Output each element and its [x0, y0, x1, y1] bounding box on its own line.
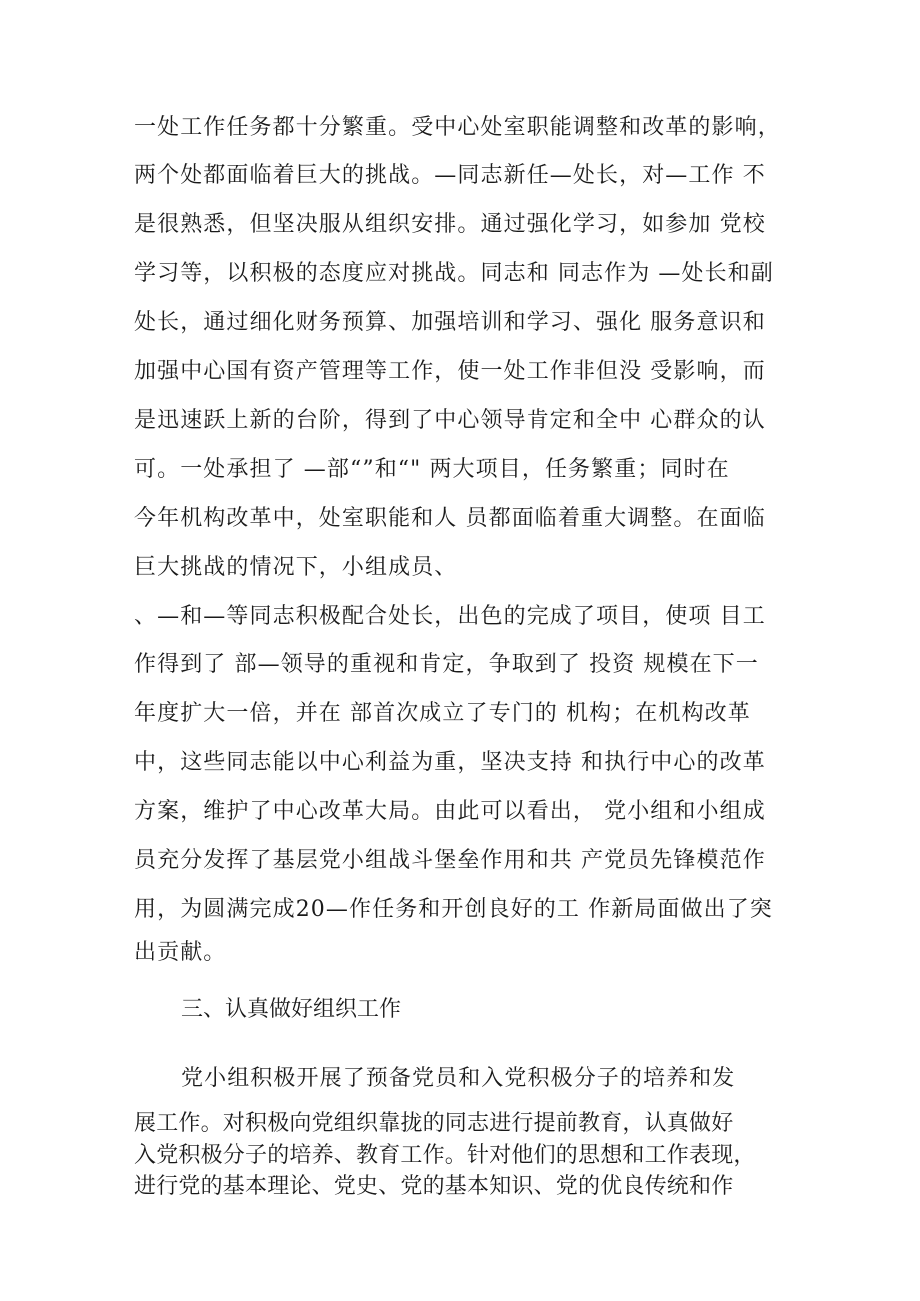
paragraph-line: 可。一处承担了 —部“”和“" 两大项目，任务繁重；同时在 — [134, 457, 730, 482]
paragraph-line: 中，这些同志能以中心利益为重，坚决支持 和执行中心的改革 — [134, 750, 766, 775]
paragraph-line: 出贡献。 — [134, 940, 227, 965]
paragraph-line: 党小组积极开展了预备党员和入党积极分子的培养和发 — [181, 1066, 736, 1091]
paragraph-line: 作得到了 部—领导的重视和肯定，争取到了 投资 规模在下一 — [134, 652, 759, 677]
paragraph-line: 加强中心国有资产管理等工作，使一处工作非但没 受影响，而 — [134, 359, 766, 384]
paragraph-line: 是很熟悉，但坚决服从组织安排。通过强化学习，如参加 党校 — [134, 212, 766, 237]
paragraph-line: 用，为圆满完成20—作任务和开创良好的工 作新局面做出了突 — [134, 897, 773, 922]
paragraph-line: 、—和—等同志积极配合处长，出色的完成了项目，使项 目工 — [134, 604, 766, 629]
paragraph-line: 今年机构改革中，处室职能和人 员都面临着重大调整。在面临 — [134, 506, 766, 531]
paragraph-line: 年度扩大一倍，并在 部首次成立了专门的 机构；在机构改革 — [134, 701, 751, 726]
paragraph-line: 员充分发挥了基层党小组战斗堡垒作用和共 产党员先锋模范作 — [134, 848, 766, 873]
paragraph-line: 处长，通过细化财务预算、加强培训和学习、强化 服务意识和 — [134, 310, 766, 335]
paragraph-line: 方案，维护了中心改革大局。由此可以看出， 党小组和小组成 — [134, 799, 766, 824]
paragraph-line: 巨大挑战的情况下，小组成员、 — [134, 555, 458, 580]
paragraph-line: 学习等，以积极的态度应对挑战。同志和 同志作为 —处长和副 — [134, 261, 774, 286]
paragraph-line: 进行党的基本理论、党史、党的基本知识、党的优良传统和作 — [134, 1174, 734, 1199]
paragraph-line: 是迅速跃上新的台阶，得到了中心领导肯定和全中 心群众的认 — [134, 408, 766, 433]
paragraph-line: 展工作。对积极向党组织靠拢的同志进行提前教育，认真做好 — [134, 1111, 734, 1136]
section-heading: 三、认真做好组织工作 — [181, 997, 402, 1022]
paragraph-line: 一处工作任务都十分繁重。受中心处室职能调整和改革的影响， — [134, 115, 781, 140]
paragraph-line: 两个处都面临着巨大的挑战。—同志新任—处长，对—工作 不 — [134, 163, 766, 188]
paragraph-line: 入党积极分子的培养、教育工作。针对他们的思想和工作表现， — [134, 1143, 756, 1168]
